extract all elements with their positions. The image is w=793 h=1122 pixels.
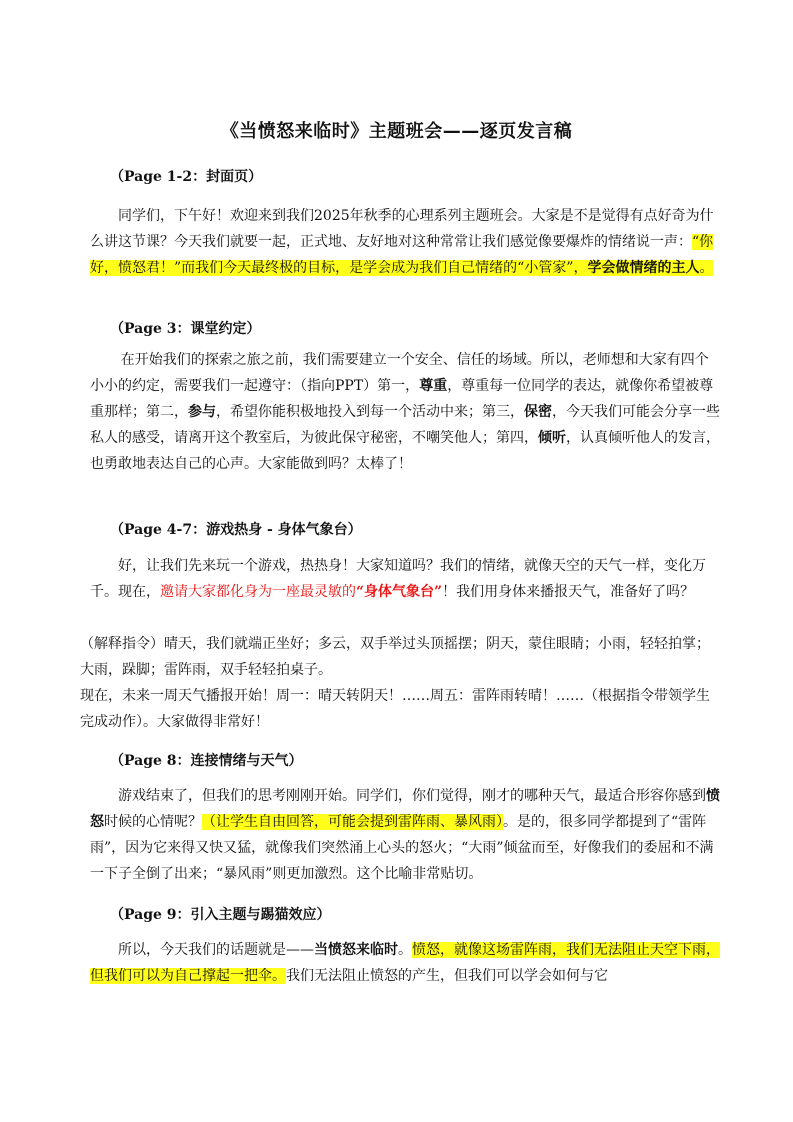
text-span: ，认真倾听他人的发言，也勇敢地表达自己的心声。大家能做到吗？太棒了！ [90, 430, 720, 472]
bold-span: 保密 [524, 404, 552, 420]
paragraph-game-play: 现在，未来一周天气播报开始！周一：晴天转阴天！……周五：雷阵雨转晴！……（根据指令带领学生完成动作）。大家做得非常好！ [80, 688, 710, 730]
paragraph-weather [90, 783, 720, 887]
highlight-bold-span: 学会做情绪的主人 [587, 260, 700, 276]
text-span: 游戏结束了，但我们的思考刚刚开始。同学们，你们觉得，刚才的哪种天气，最适合形容你感到 [118, 788, 706, 804]
section-heading-rules: （Page 3：课堂约定） [110, 321, 261, 337]
paragraph-rules [90, 347, 720, 477]
text-span: ，尊重每一位同学的表达，就像你希望被尊重那样；第二， [90, 378, 714, 420]
text-span: 所以，今天我们的话题就是—— [118, 942, 314, 958]
text-span: 在开始我们的探索之旅之前，我们需要建立一个安全、信任的场域。所以，老师想和大家有四个小小的约定，需要我们一起遵守：（指向PPT）第一， [90, 352, 709, 394]
bold-span: 当愤怒来临时 [314, 942, 398, 958]
bold-span: 尊重 [419, 378, 448, 394]
red-bold-span: “身体气象台” [356, 584, 443, 600]
bold-span: 愤怒 [90, 788, 720, 830]
section-heading-game: （Page 4-7：游戏热身 - 身体气象台） [110, 522, 362, 538]
text-span: 好，让我们先来玩一个游戏，热热身！大家知道吗？我们的情绪，就像天空的天气一样，变化万千。现在， [90, 558, 706, 600]
text-span: 。 [398, 942, 412, 958]
paragraph-topic [90, 937, 720, 989]
red-span: 邀请大家都化身为一座最灵敏的 [160, 584, 356, 600]
highlight-span: “你好，愤怒君！”而我们今天最终极的目标，是学会成为我们自己情绪的“小管家”， [90, 234, 714, 276]
section-heading-topic: （Page 9：引入主题与踢猫效应） [110, 907, 331, 923]
text-span: 。是的，很多同学都提到了“雷阵雨”，因为它来得又快又猛，就像我们突然涌上心头的怒火；“大雨”倾盆而至，好像我们的委屈和不满一下子全倒了出来；“暴风雨”则更加激烈。这个比喻非常贴切。 [90, 814, 714, 882]
highlight-span: 愤怒，就像这场雷阵雨，我们无法阻止天空下雨，但我们可以为自己撑起一把伞。 [90, 942, 720, 984]
bold-span: 倾听 [538, 430, 566, 446]
bold-span: 参与 [188, 404, 216, 420]
text-span: 我们无法阻止愤怒的产生，但我们可以学会如何与它 [286, 968, 608, 984]
text-span: 同学们，下午好！欢迎来到我们2025年秋季的心理系列主题班会。大家是不是觉得有点好奇为什么讲这节课？今天我们就要一起，正式地、友好地对这种常常让我们感觉像要爆炸的情绪说一声： [90, 208, 714, 250]
text-span: ，今天我们可能会分享一些私人的感受，请离开这个教室后，为彼此保守秘密，不嘲笑他人；第四， [90, 404, 720, 446]
text-span: 时候的心情呢？ [104, 814, 202, 830]
section-heading-weather: （Page 8：连接情绪与天气） [110, 753, 303, 769]
paragraph-game-rules: （解释指令）晴天，我们就端正坐好；多云，双手举过头顶摇摆；阴天，蒙住眼睛；小雨，轻轻拍掌；大雨，跺脚；雷阵雨，双手轻轻拍桌子。 [80, 636, 710, 678]
text-span: ！我们用身体来播报天气，准备好了吗？ [442, 584, 695, 600]
page-title: 《当愤怒来临时》主题班会——逐页发言稿 [220, 121, 573, 142]
text-span: ，希望你能积极地投入到每一个活动中来；第三， [216, 404, 524, 420]
highlight-span: 。 [699, 260, 714, 276]
highlight-span: （让学生自由回答，可能会提到雷阵雨、暴风雨） [202, 814, 503, 830]
section-heading-cover: （Page 1-2：封面页） [110, 169, 263, 185]
paragraph-game-intro [90, 553, 720, 605]
paragraph-cover [90, 203, 720, 281]
